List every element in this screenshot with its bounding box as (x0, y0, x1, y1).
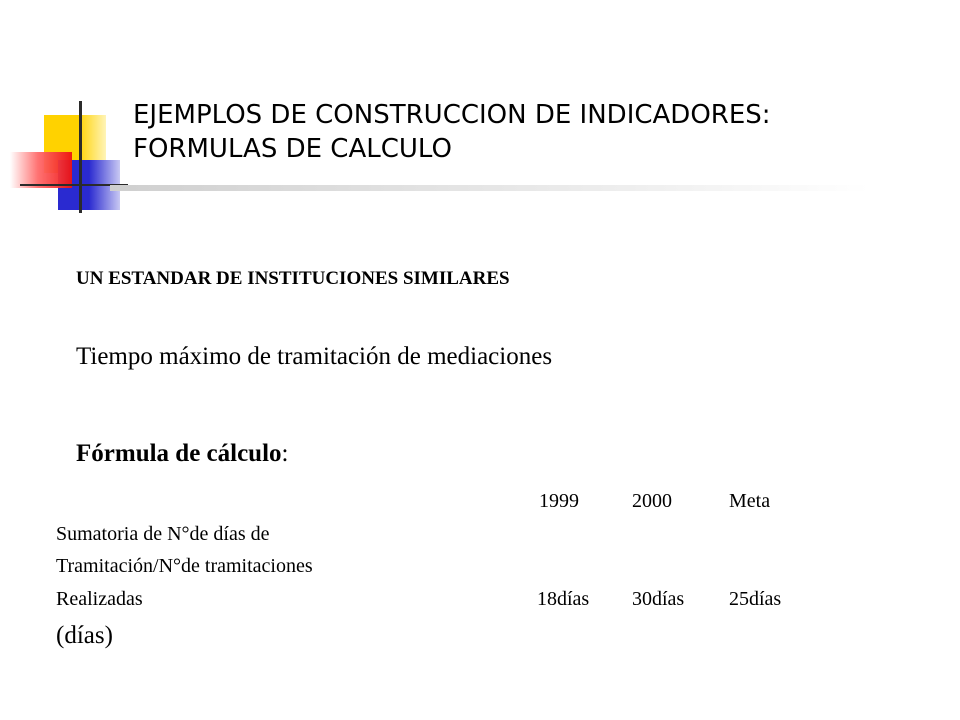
title-line-1: EJEMPLOS DE CONSTRUCCION DE INDICADORES: (133, 100, 771, 130)
page-title (133, 98, 771, 166)
value-2000: 30días (632, 588, 685, 610)
logo-vertical-line (79, 101, 82, 213)
value-1999: 18días (537, 588, 590, 610)
column-header-meta: Meta (729, 490, 771, 512)
title-underline-bar (110, 185, 870, 191)
row-label-line-1: Sumatoria de N°de días de (56, 523, 270, 545)
decorative-logo (0, 95, 140, 220)
indicator-name: Tiempo máximo de tramitación de mediaciones (76, 343, 553, 370)
row-label-line-3: Realizadas (56, 588, 143, 610)
formula-label: Fórmula de cálculo (76, 440, 282, 467)
column-header-1999: 1999 (539, 490, 579, 512)
logo-red-square (10, 152, 72, 188)
row-label-line-2: Tramitación/N°de tramitaciones (56, 555, 313, 577)
formula-heading (76, 440, 288, 468)
section-subtitle: UN ESTANDAR DE INSTITUCIONES SIMILARES (76, 268, 510, 289)
formula-colon: : (281, 440, 289, 467)
value-meta: 25días (729, 588, 782, 610)
unit-label: (días) (56, 622, 113, 649)
title-line-2: FORMULAS DE CALCULO (133, 134, 452, 164)
column-header-2000: 2000 (632, 490, 672, 512)
